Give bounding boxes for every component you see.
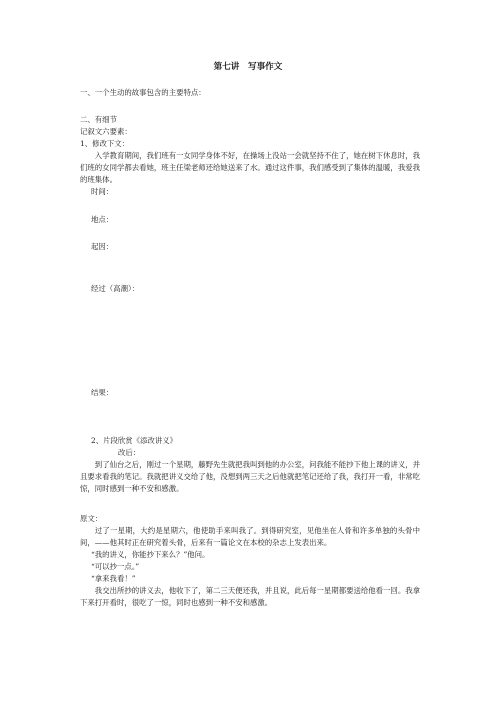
revised-paragraph: 到了仙台之后，刚过一个星期，藤野先生就把我叫到他的办公室，问我能不能抄下他上课的讲义，并且要求看我的笔记。我就把讲义交给了他，没想到两三天之后他就把笔记还给了我，我打开一看，非常吃惊，同时感到一种不安和感激。 <box>80 460 420 493</box>
section-heading-features: 一、一个生动的故事包含的主要特点： <box>80 88 206 97</box>
label-cause: 起因： <box>91 242 114 251</box>
dialogue-line: “我的讲义，你能抄下来么？”他问。 <box>91 550 210 559</box>
label-result: 结果： <box>91 388 114 397</box>
label-process: 经过（高潮）： <box>91 284 140 293</box>
original-paragraph: 过了一星期，大约是星期六，他使助手来叫我了。到得研究室，见他坐在人骨和许多单独的头骨中间，——他其时正在研究着头骨，后来有一篇论文在本校的杂志上发表出来。 <box>80 526 420 547</box>
revised-label: 改后： <box>118 448 141 457</box>
task-1-heading: 1、修改下文： <box>80 139 130 148</box>
original-label: 原文： <box>80 514 103 523</box>
page-title: 第七讲 写事作文 <box>213 62 283 72</box>
closing-paragraph: 我交出所抄的讲义去，他收下了，第二三天便还我，并且说，此后每一星期都要送给他看一回。我拿下来打开看时，很吃了一惊，同时也感到一种不安和感激。 <box>80 586 420 607</box>
dialogue-line: “可以抄一点。” <box>91 562 140 571</box>
story-paragraph: 入学教育期间，我们班有一女同学身体不好，在操场上没站一会就坚持不住了，她在树下休息时，我们班的女同学都去看她，班主任梁老师还给她送来了水。通过这件事，我们感受到了集体的温暖，我爱我的班集体。 <box>80 151 420 184</box>
six-elements-heading: 记叙文六要素： <box>80 127 132 136</box>
label-time: 时间： <box>91 187 114 196</box>
task-2-heading: 2、片段欣赏《添改讲义》 <box>91 436 178 445</box>
dialogue-line: “拿来我看！” <box>91 574 136 583</box>
label-place: 地点： <box>91 215 114 224</box>
section-heading-details: 二、有细节 <box>80 115 117 124</box>
